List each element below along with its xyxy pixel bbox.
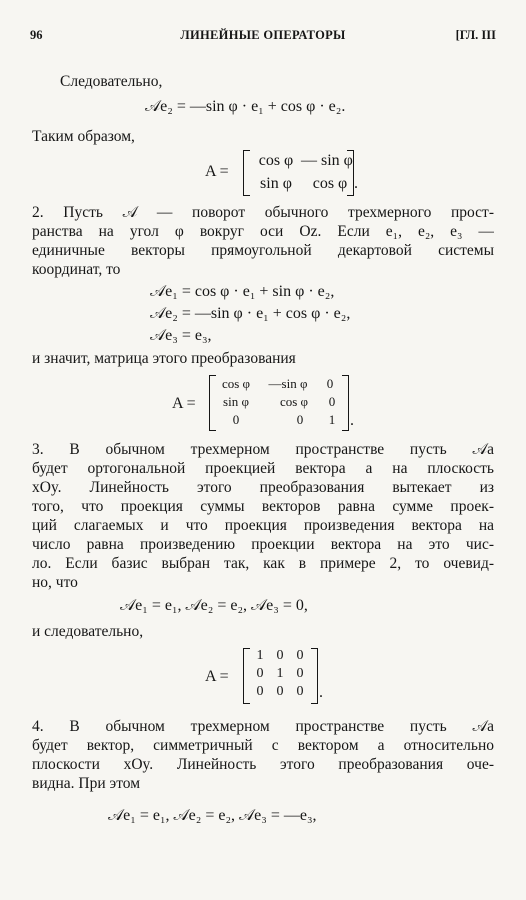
- text-line: и следовательно,: [32, 623, 144, 640]
- text-line: 2. Пусть 𝒜 — поворот обычного трехмерного прост-: [32, 204, 494, 221]
- text-line: Следовательно,: [60, 73, 163, 90]
- page-number: 96: [30, 28, 43, 42]
- text-line: ций слагаемых и что проекция произведения вектора на: [32, 517, 494, 534]
- matrix-cell: 0: [276, 684, 284, 699]
- matrix-end: .: [354, 175, 358, 192]
- text-line: Таким образом,: [32, 128, 135, 145]
- matrix-cell: cos φ: [221, 376, 251, 391]
- matrix-cell: 0: [256, 684, 264, 699]
- matrix-cell: cos φ: [312, 175, 348, 192]
- matrix-lhs: A =: [205, 668, 229, 685]
- matrix-cell: 0: [328, 394, 336, 409]
- text-line: будет ортогональной проекцией вектора a на плоскость: [32, 460, 494, 477]
- matrix-cell: 0: [296, 666, 304, 681]
- text-line: того, что проекция суммы векторов равна сумме проек-: [32, 498, 494, 515]
- matrix-2x2: [205, 150, 358, 198]
- text-line: ло. Если базис выбран так, как в примере 2, то очевид-: [32, 555, 494, 572]
- matrix-3x3-projection: [205, 648, 335, 706]
- formula-line: 𝒜e₁ = e₁, 𝒜e₂ = e₂, 𝒜e₃ = 0,: [120, 597, 308, 614]
- matrix-cell: 1: [256, 648, 264, 663]
- text-line: xOy. Линейность этого преобразования вытекает из: [32, 479, 494, 496]
- text-line: число равна произведению проекции вектора на это чис-: [32, 536, 494, 553]
- matrix-cell: 0: [232, 412, 240, 427]
- right-bracket: [347, 150, 354, 196]
- matrix-cell: sin φ: [223, 394, 249, 409]
- right-bracket: [311, 648, 318, 704]
- left-bracket: [243, 150, 250, 196]
- matrix-cell: 0: [296, 412, 304, 427]
- text-line: и значит, матрица этого преобразования: [32, 350, 296, 367]
- matrix-cell: 1: [328, 412, 336, 427]
- text-line: 3. В обычном трехмерном пространстве пусть 𝒜a: [32, 441, 494, 458]
- running-header: [30, 28, 496, 46]
- matrix-lhs: A =: [205, 163, 229, 180]
- matrix-cell: 0: [276, 648, 284, 663]
- formula-line: 𝒜e₂ = —sin φ · e₁ + cos φ · e₂.: [145, 98, 346, 115]
- matrix-cell: sin φ: [260, 175, 292, 192]
- matrix-cell: 0: [296, 648, 304, 663]
- formula-line: 𝒜e₁ = e₁, 𝒜e₂ = e₂, 𝒜e₃ = —e₃,: [108, 807, 317, 824]
- text-line: но, что: [32, 574, 78, 591]
- text-line: единичные векторы прямоугольной декартовой системы: [32, 242, 494, 259]
- text-line: будет вектор, симметричный с вектором a относительно: [32, 737, 494, 754]
- text-line: ранства на угол φ вокруг оси Oz. Если e₁, e₂, e₃ —: [32, 223, 494, 240]
- chapter-label: [ГЛ. III: [455, 28, 496, 42]
- formula-line: 𝒜e₂ = —sin φ · e₁ + cos φ · e₂,: [150, 305, 351, 322]
- text-line: 4. В обычном трехмерном пространстве пусть 𝒜a: [32, 718, 494, 735]
- matrix-cell: 0: [256, 666, 264, 681]
- matrix-cell: 0: [326, 376, 334, 391]
- matrix-end: .: [319, 684, 323, 701]
- text-line: координат, то: [32, 261, 121, 278]
- left-bracket: [243, 648, 250, 704]
- matrix-cell: cos φ: [279, 394, 309, 409]
- matrix-3x3: [172, 375, 362, 433]
- right-bracket: [342, 375, 349, 431]
- text-line: плоскости xOy. Линейность этого преобразования оче-: [32, 756, 494, 773]
- chapter-title: ЛИНЕЙНЫЕ ОПЕРАТОРЫ: [180, 28, 346, 42]
- formula-line: 𝒜e₃ = e₃,: [150, 327, 212, 344]
- text-line: видна. При этом: [32, 775, 141, 792]
- matrix-cell: —sin φ: [268, 376, 308, 391]
- matrix-cell: 1: [276, 666, 284, 681]
- matrix-cell: — sin φ: [301, 152, 353, 169]
- matrix-cell: 0: [296, 684, 304, 699]
- matrix-end: .: [350, 412, 354, 429]
- formula-line: 𝒜e₁ = cos φ · e₁ + sin φ · e₂,: [150, 283, 335, 300]
- matrix-cell: cos φ: [258, 152, 294, 169]
- matrix-lhs: A =: [172, 395, 196, 412]
